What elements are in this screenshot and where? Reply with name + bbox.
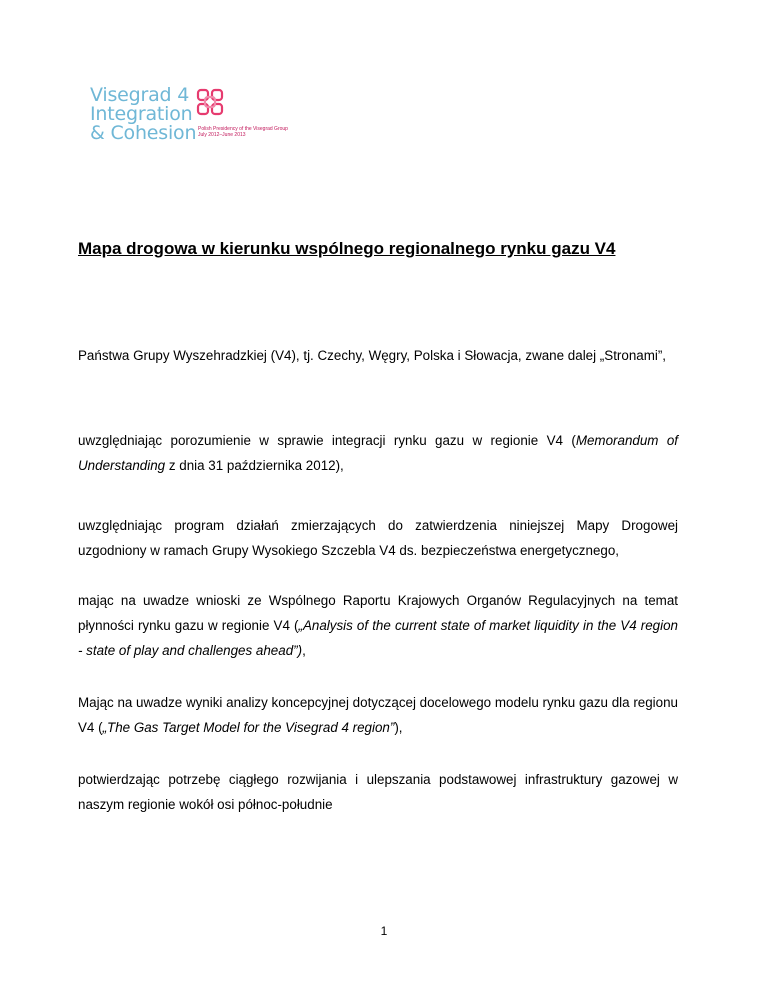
paragraph-4 xyxy=(78,588,678,663)
paragraph-5-text-a: Mając na uwadze wyniki analizy koncepcyjnej dotyczącej docelowego modelu rynku gazu dla regionu V4 ( xyxy=(78,695,678,735)
paragraph-5 xyxy=(78,690,678,740)
paragraph-6 xyxy=(78,767,678,817)
paragraph-4-text-italic: „Analysis of the current state of market liquidity in the V4 region - state of play and challenges ahead”) xyxy=(78,618,678,658)
paragraph-6-text: potwierdzając potrzebę ciągłego rozwijania i ulepszania podstawowej infrastruktury gazowej w naszym regionie wokół osi północ-południe xyxy=(78,772,678,812)
paragraph-5-text-italic: „The Gas Target Model for the Visegrad 4 region” xyxy=(102,720,395,735)
paragraph-2-text-italic: Memorandum of Understanding xyxy=(78,433,678,473)
paragraph-4-text-a: mając na uwadze wnioski ze Wspólnego Raportu Krajowych Organów Regulacyjnych na temat płynności rynku gazu w regionie V4 ( xyxy=(78,593,678,633)
logo-line-3: & Cohesion xyxy=(90,122,197,144)
document-title: Mapa drogowa w kierunku wspólnego regionalnego rynku gazu V4 xyxy=(78,239,616,258)
visegrad-logo xyxy=(90,86,320,146)
logo-wordmark xyxy=(90,86,196,143)
paragraph-4-text-b: , xyxy=(302,643,306,658)
page-number: 1 xyxy=(380,924,388,938)
logo-line-2: Integration xyxy=(90,103,193,125)
knot-emblem-icon xyxy=(196,88,224,116)
paragraph-2-text-b: z dnia 31 października 2012), xyxy=(165,458,344,473)
paragraph-2 xyxy=(78,428,678,478)
paragraph-3-text: uwzględniając program działań zmierzających do zatwierdzenia niniejszej Mapy Drogowej uzgodniony w ramach Grupy Wysokiego Szczebla V4 ds. bezpieczeństwa energetycznego, xyxy=(78,518,678,558)
paragraph-2-text-a: uwzględniając porozumienie w sprawie integracji rynku gazu w regionie V4 ( xyxy=(78,433,576,448)
paragraph-1-text: Państwa Grupy Wyszehradzkiej (V4), tj. Czechy, Węgry, Polska i Słowacja, zwane dalej „Stronami”, xyxy=(78,348,667,363)
logo-subtitle xyxy=(198,126,288,138)
logo-subtitle-line-1: Polish Presidency of the Visegrad Group xyxy=(198,126,288,132)
paragraph-3 xyxy=(78,513,678,563)
paragraph-1 xyxy=(78,343,678,368)
logo-subtitle-line-2: July 2012–June 2013 xyxy=(198,132,246,138)
logo-line-1: Visegrad 4 xyxy=(90,84,190,106)
paragraph-5-text-b: ), xyxy=(394,720,403,735)
